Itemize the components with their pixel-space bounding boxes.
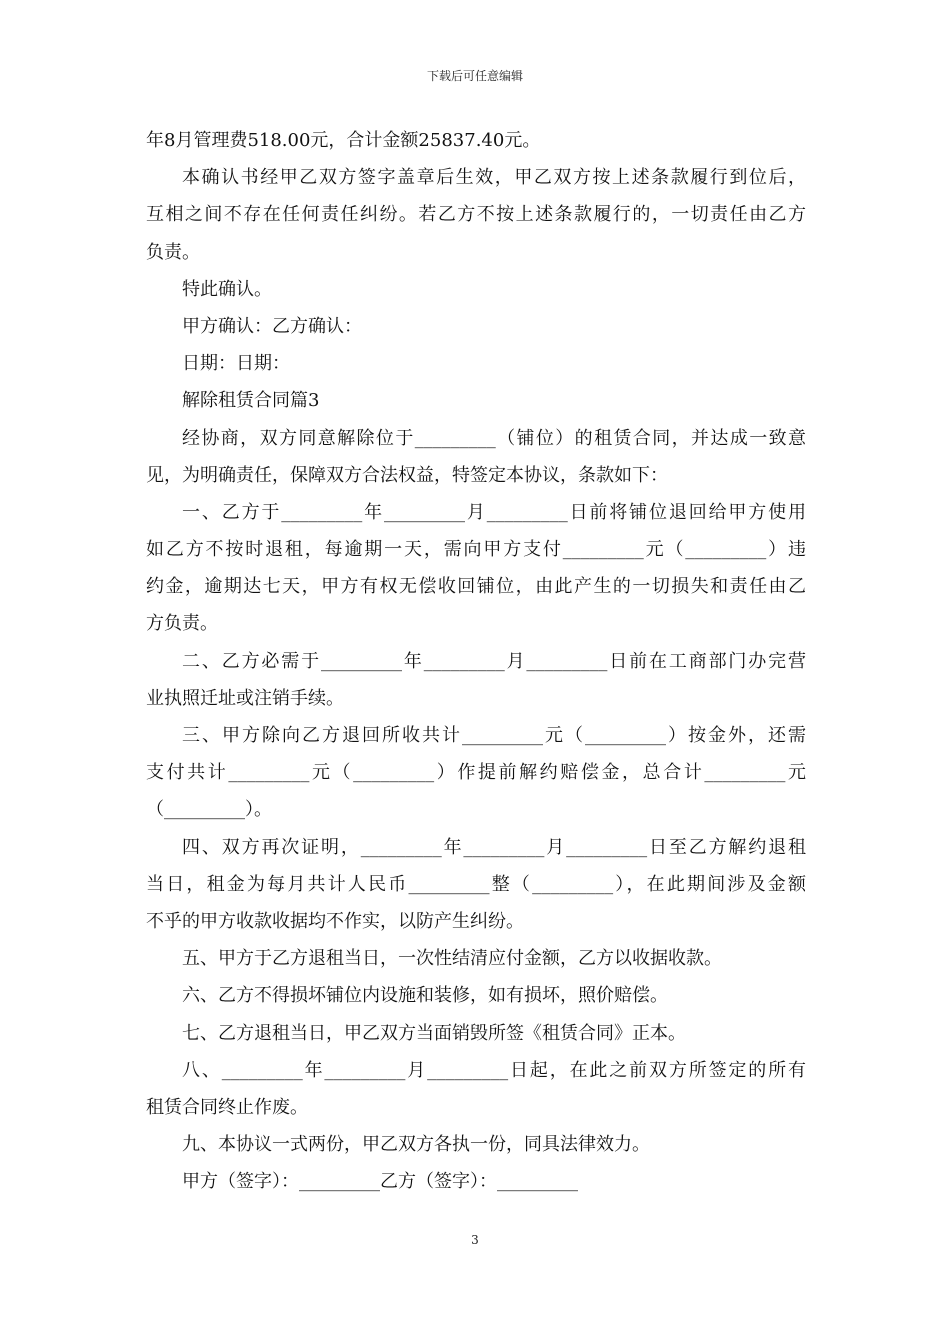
text-line: 不乎的甲方收款收据均不作实，以防产生纠纷。 xyxy=(146,910,524,932)
text-line: 四、双方再次证明，_________年_________月_________日至乙方解约退租 xyxy=(182,836,806,858)
text-line: 约金，逾期达七天，甲方有权无偿收回铺位，由此产生的一切损失和责任由乙 xyxy=(146,576,806,598)
text-line: 负责。 xyxy=(146,241,200,263)
document-body xyxy=(146,122,806,1200)
text-line: 见，为明确责任，保障双方合法权益，特签定本协议，条款如下： xyxy=(146,464,668,486)
text-line: 五、甲方于乙方退租当日，一次性结清应付金额，乙方以收据收款。 xyxy=(182,948,722,970)
text-line: 当日，租金为每月共计人民币_________整（_________），在此期间涉及金额 xyxy=(146,873,806,895)
text-line: 本确认书经甲乙双方签字盖章后生效，甲乙双方按上述条款履行到位后， xyxy=(182,167,806,189)
text-line: 六、乙方不得损坏铺位内设施和装修，如有损坏，照价赔偿。 xyxy=(182,985,668,1007)
text-line: 支付共计_________元（_________）作提前解约赔偿金，总合计_________元 xyxy=(146,762,806,784)
text-line: 租赁合同终止作废。 xyxy=(146,1096,308,1118)
text-line: 三、甲方除向乙方退回所收共计_________元（_________）按金外，还需 xyxy=(182,725,806,746)
text-line: 特此确认。 xyxy=(182,278,272,300)
text-line: 经协商，双方同意解除位于_________（铺位）的租赁合同，并达成一致意 xyxy=(182,427,806,449)
page-header: 下载后可任意编辑 xyxy=(426,69,523,83)
page-number: 3 xyxy=(471,1233,479,1247)
text-line: 一、乙方于_________年_________月_________日前将铺位退回给甲方使用 xyxy=(182,501,806,523)
signature-line: 甲方（签字）：_________乙方（签字）：_________ xyxy=(182,1171,578,1193)
text-line: 七、乙方退租当日，甲乙双方当面销毁所签《租赁合同》正本。 xyxy=(182,1022,686,1044)
text-line: 业执照迁址或注销手续。 xyxy=(146,687,344,709)
section-heading: 解除租赁合同篇3 xyxy=(182,390,320,412)
text-line: 日期：日期： xyxy=(182,353,290,375)
text-line: 甲方确认：乙方确认： xyxy=(182,315,362,337)
text-line: 八、_________年_________月_________日起，在此之前双方所签定的所有 xyxy=(182,1059,806,1081)
text-line: 年8月管理费518.00元，合计金额25837.40元。 xyxy=(146,130,541,151)
text-line: （_________）。 xyxy=(146,799,272,821)
text-line: 二、乙方必需于_________年_________月_________日前在工商部门办完营 xyxy=(182,650,806,672)
text-line: 互相之间不存在任何责任纠纷。若乙方不按上述条款履行的，一切责任由乙方 xyxy=(146,204,806,226)
text-line: 如乙方不按时退租，每逾期一天，需向甲方支付_________元（_________）违 xyxy=(146,539,806,561)
text-line: 九、本协议一式两份，甲乙双方各执一份，同具法律效力。 xyxy=(182,1134,650,1156)
text-line: 方负责。 xyxy=(146,613,218,635)
